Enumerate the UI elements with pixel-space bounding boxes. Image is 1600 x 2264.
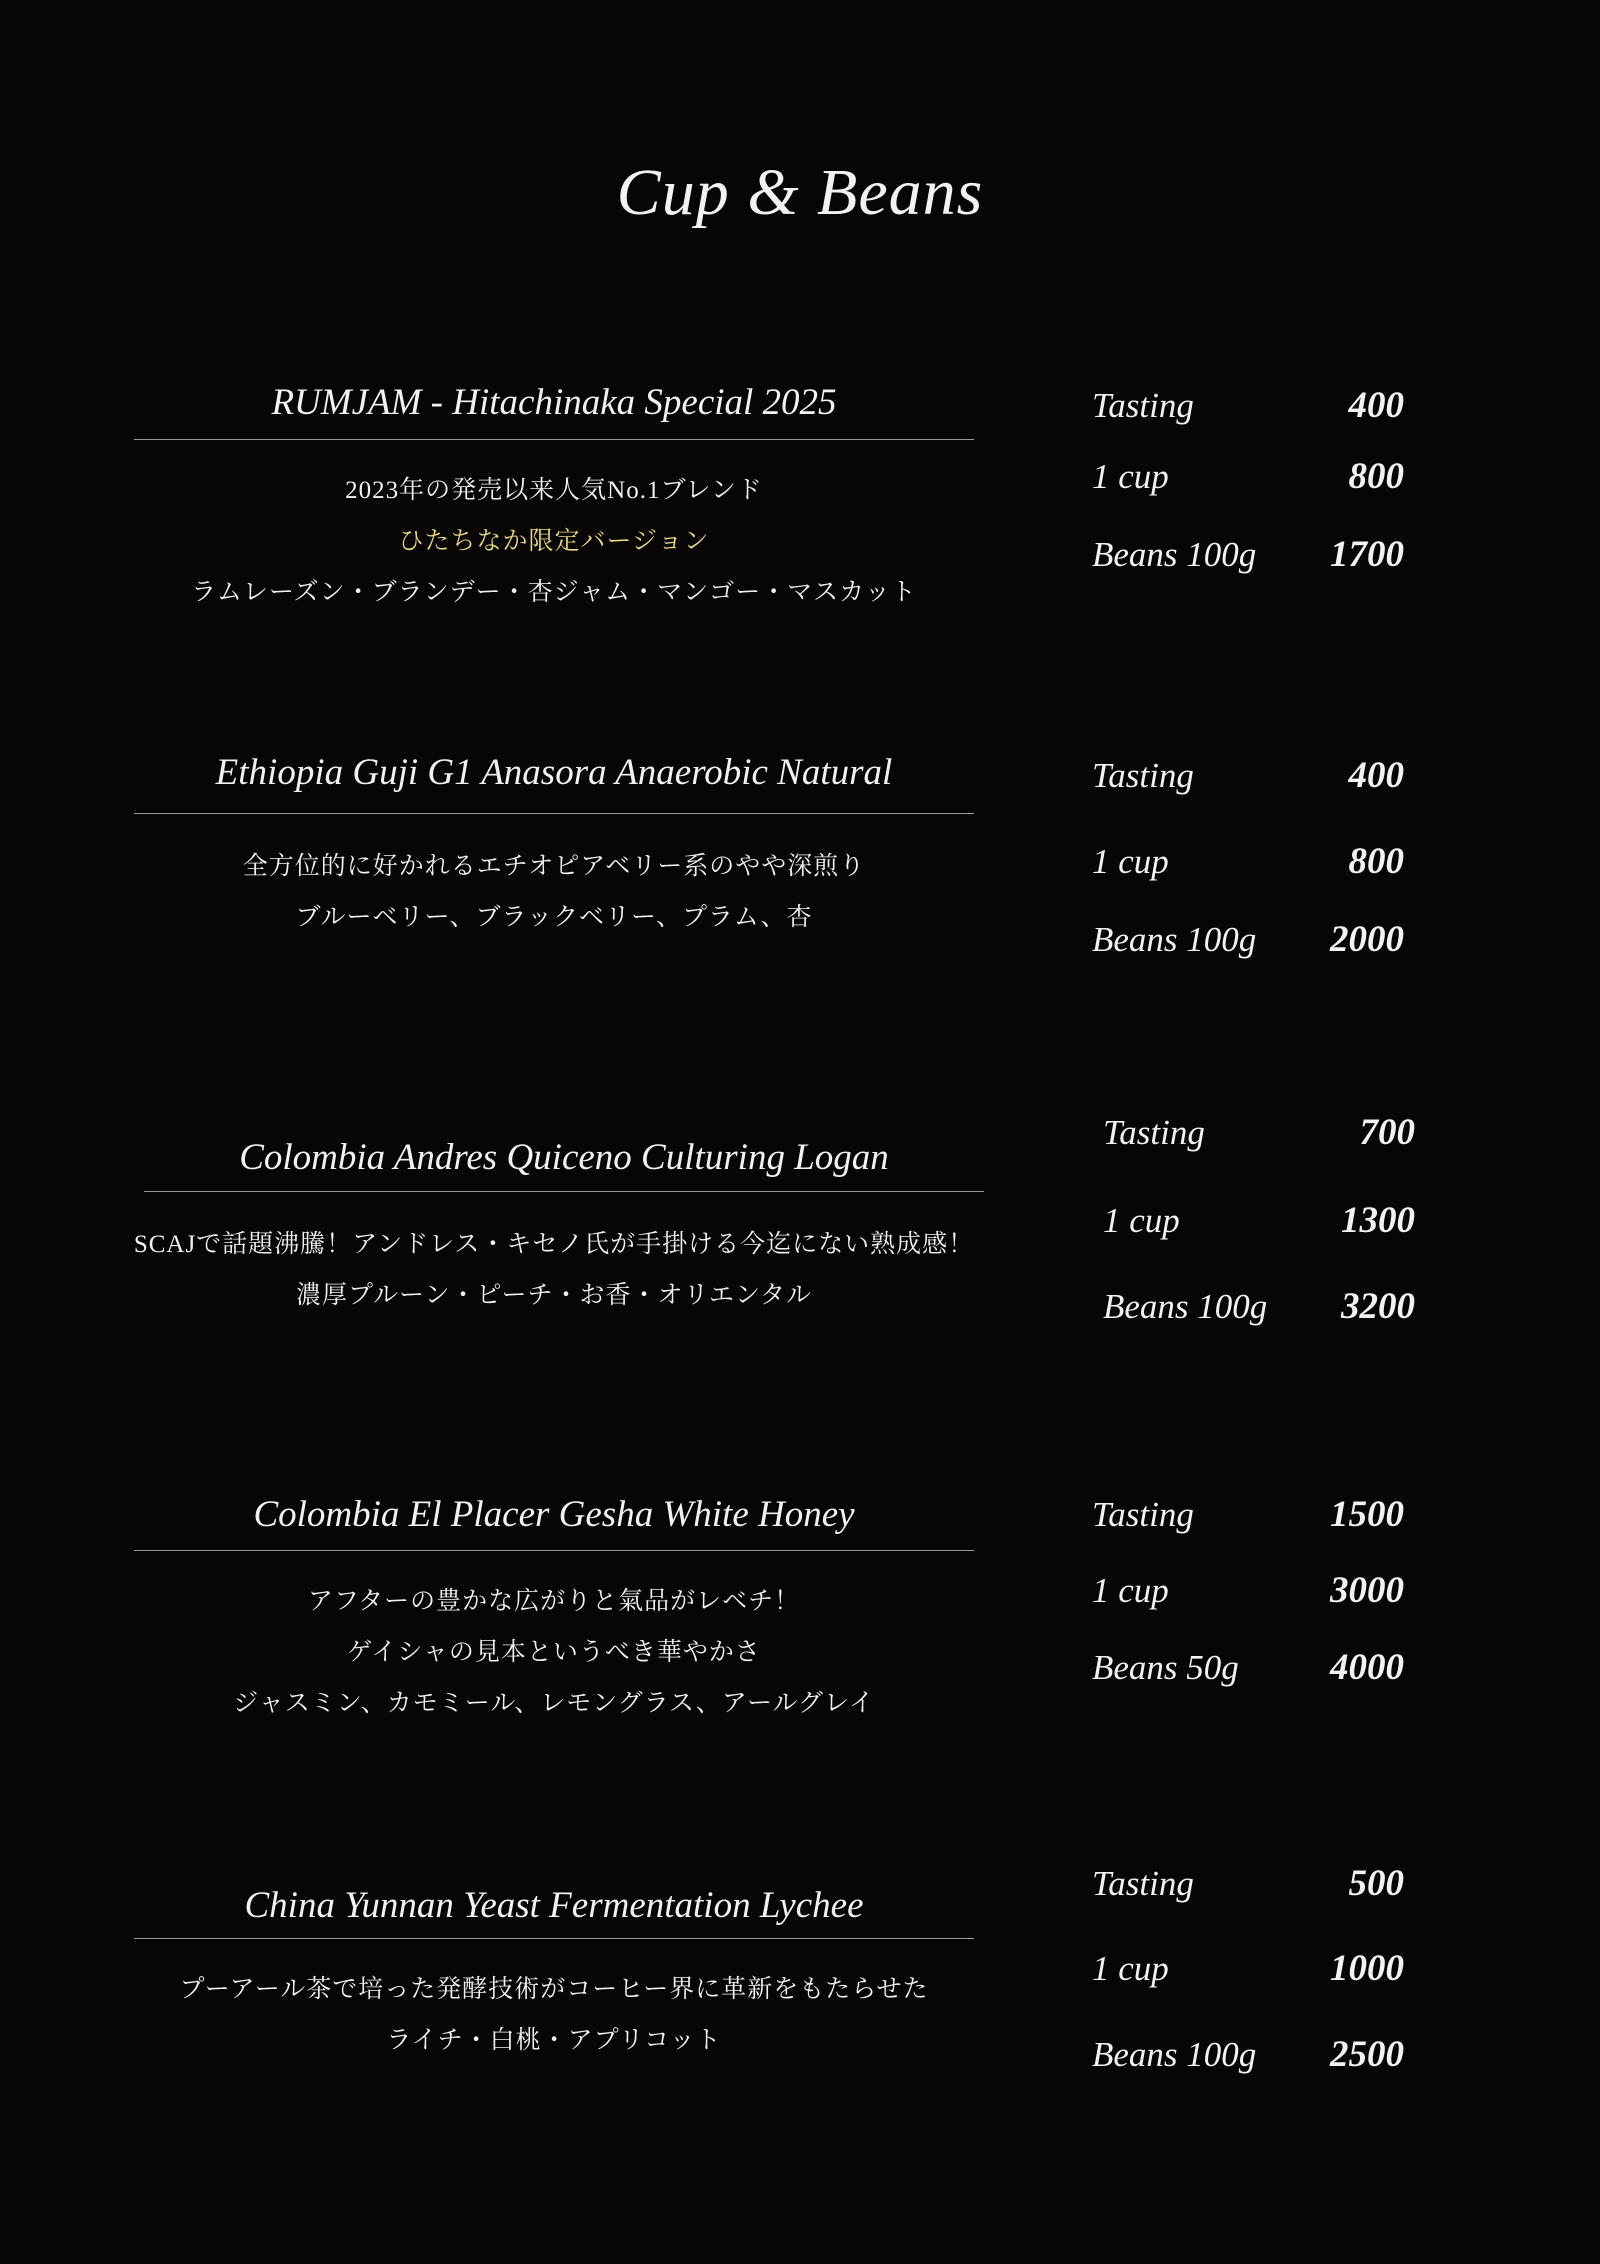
price-value: 1500 <box>1330 1494 1404 1535</box>
divider <box>134 439 974 440</box>
price-value: 800 <box>1348 456 1404 497</box>
description-line: ジャスミン、カモミール、レモングラス、アールグレイ <box>233 1690 875 1717</box>
item-name: China Yunnan Yeast Fermentation Lychee <box>244 1885 864 1926</box>
price-label: Beans 100g <box>1092 2035 1257 2074</box>
price-value: 1300 <box>1341 1200 1415 1241</box>
item-name: Colombia Andres Quiceno Culturing Logan <box>239 1137 889 1178</box>
price-label: Tasting <box>1092 1864 1194 1903</box>
price-label: Beans 50g <box>1092 1648 1239 1687</box>
item-description <box>100 1964 1008 2066</box>
description-line: ライチ・白桃・アプリコット <box>386 2027 722 2054</box>
item-name: Colombia El Placer Gesha White Honey <box>253 1494 855 1535</box>
price-row-tasting <box>1092 751 1404 801</box>
price-value: 3000 <box>1330 1570 1404 1611</box>
price-label: Tasting <box>1092 756 1194 795</box>
price-value: 2500 <box>1330 2034 1404 2075</box>
description-line: アフターの豊かな広がりと氣品がレベチ！ <box>307 1588 801 1615</box>
price-row-tasting <box>1092 1859 1404 1909</box>
price-row-beans <box>1092 530 1404 580</box>
price-row-cup <box>1103 1196 1415 1246</box>
price-row-tasting <box>1092 1490 1404 1540</box>
description-line: ブルーベリー、ブラックベリー、プラム、杏 <box>295 904 813 931</box>
price-label: Beans 100g <box>1092 920 1257 959</box>
price-value: 700 <box>1359 1112 1415 1153</box>
price-row-beans <box>1092 1643 1404 1693</box>
price-label: 1 cup <box>1092 1949 1169 1988</box>
price-label: 1 cup <box>1103 1201 1180 1240</box>
price-label: Tasting <box>1092 386 1194 425</box>
menu-title: Cup & Beans <box>616 156 984 229</box>
price-value: 500 <box>1348 1863 1404 1904</box>
price-value: 1700 <box>1330 534 1404 575</box>
divider <box>134 1550 974 1551</box>
price-label: 1 cup <box>1092 1571 1169 1610</box>
item-description <box>100 1576 1008 1729</box>
divider <box>134 813 974 814</box>
price-value: 400 <box>1348 385 1404 426</box>
description-line: 濃厚プルーン・ピーチ・お香・オリエンタル <box>295 1282 812 1309</box>
description-highlight-line: ひたちなか限定バージョン <box>398 528 710 555</box>
price-row-tasting <box>1092 381 1404 431</box>
price-label: Tasting <box>1103 1113 1205 1152</box>
price-value: 800 <box>1348 841 1404 882</box>
item-description <box>100 841 1008 943</box>
divider <box>144 1191 984 1192</box>
price-row-cup <box>1092 1944 1404 1994</box>
price-value: 3200 <box>1341 1286 1415 1327</box>
item-description <box>100 465 1008 618</box>
description-line: ラムレーズン・ブランデー・杏ジャム・マンゴー・マスカット <box>191 579 917 606</box>
price-row-cup <box>1092 452 1404 502</box>
price-value: 2000 <box>1330 919 1404 960</box>
description-line: SCAJで話題沸騰！アンドレス・キセノ氏が手掛ける今迄にない熟成感！ <box>133 1231 975 1258</box>
divider <box>134 1938 974 1939</box>
price-row-cup <box>1092 837 1404 887</box>
item-name: RUMJAM - Hitachinaka Special 2025 <box>271 382 837 423</box>
price-value: 4000 <box>1330 1647 1404 1688</box>
price-value: 400 <box>1348 755 1404 796</box>
price-label: Beans 100g <box>1103 1287 1268 1326</box>
price-value: 1000 <box>1330 1948 1404 1989</box>
price-label: Tasting <box>1092 1495 1194 1534</box>
description-line: 2023年の発売以来人気No.1ブレンド <box>345 477 763 504</box>
price-label: Beans 100g <box>1092 535 1257 574</box>
item-name: Ethiopia Guji G1 Anasora Anaerobic Natural <box>215 752 893 793</box>
description-line: プーアール茶で培った発酵技術がコーヒー界に革新をもたらせた <box>179 1976 929 2003</box>
price-label: 1 cup <box>1092 842 1169 881</box>
price-row-cup <box>1092 1566 1404 1616</box>
item-description <box>100 1219 1008 1321</box>
price-row-beans <box>1092 2030 1404 2080</box>
price-row-tasting <box>1103 1108 1415 1158</box>
description-line: 全方位的に好かれるエチオピアベリー系のやや深煎り <box>242 853 866 880</box>
price-row-beans <box>1103 1282 1415 1332</box>
price-label: 1 cup <box>1092 457 1169 496</box>
price-row-beans <box>1092 915 1404 965</box>
description-line: ゲイシャの見本というべき華やかさ <box>347 1639 761 1666</box>
